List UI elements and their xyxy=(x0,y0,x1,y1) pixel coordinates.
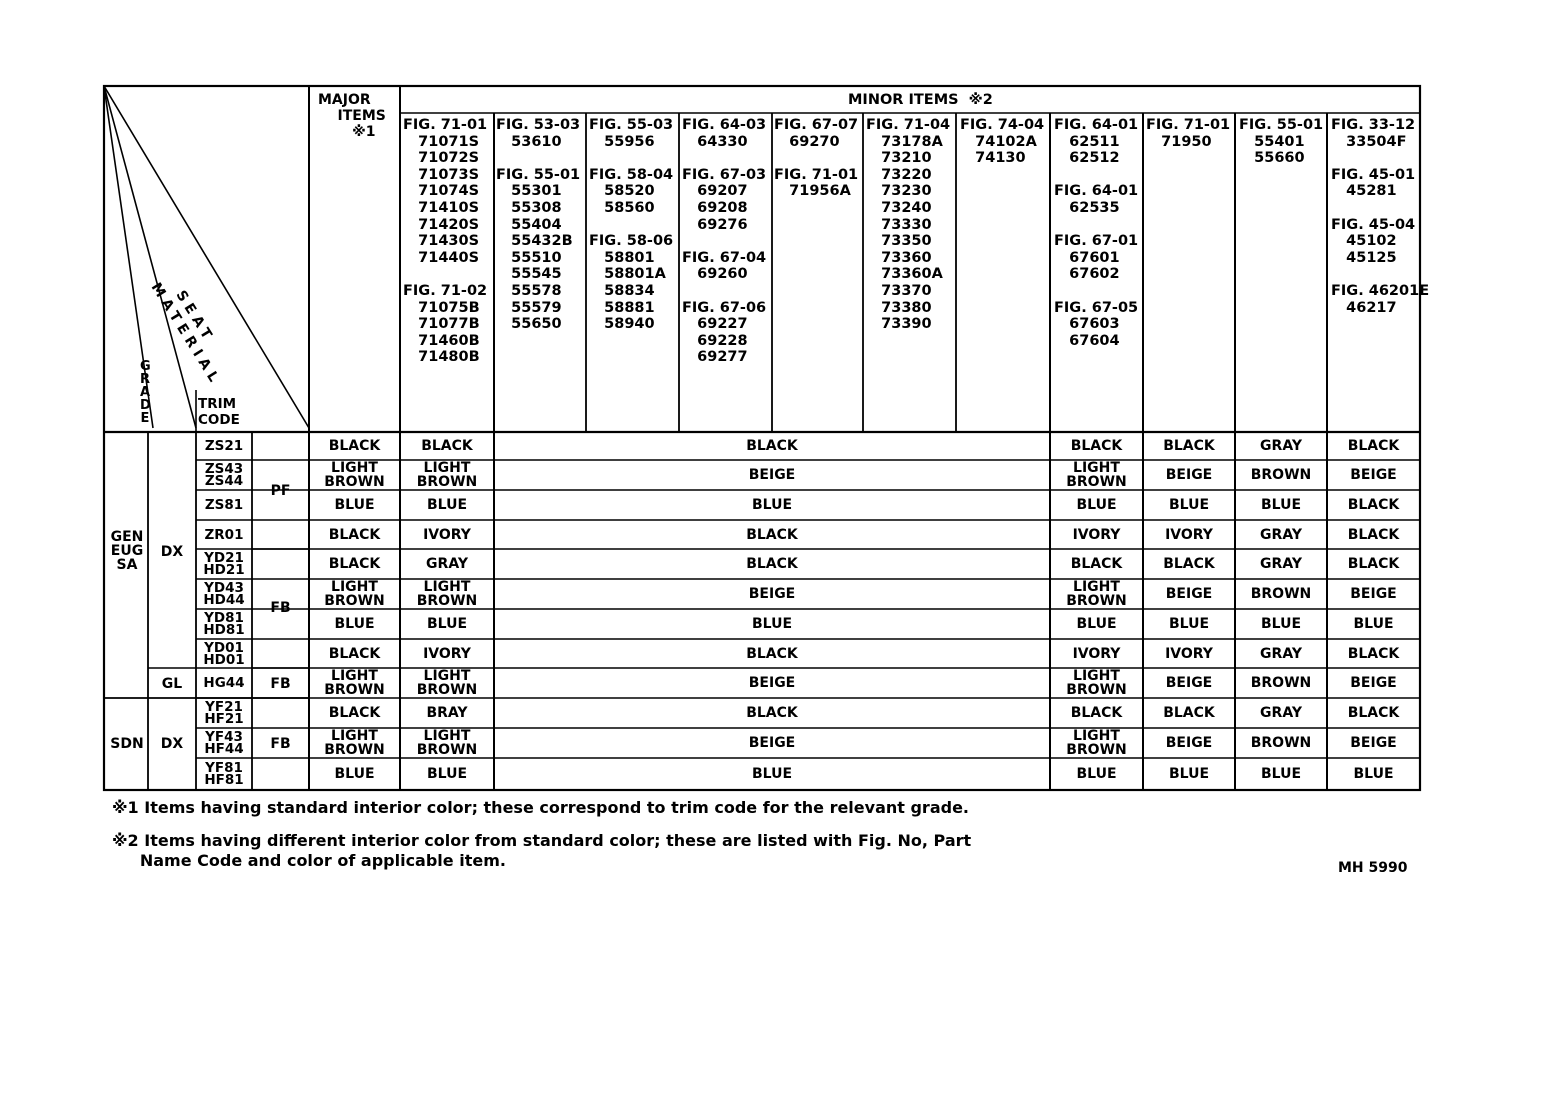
minor-column-8-parts: FIG. 64-01 62511 62512 FIG. 64-01 62535 FIG. 67-01 67601 67602 FIG. 67-05 67603 67604 xyxy=(1054,117,1139,349)
fig-64-01-color: BLACK xyxy=(1070,438,1123,454)
minor-span-color: BEIGE xyxy=(748,467,796,483)
minor-column-1-parts: FIG. 71-01 71071S 71072S 71073S 71074S 71410S 71420S 71430S 71440S FIG. 71-02 71075B 71077B 71460B 71480B xyxy=(403,117,488,366)
fig-55-01-color: GRAY xyxy=(1260,705,1302,721)
fig-64-01-color: BLACK xyxy=(1070,705,1123,721)
sub-grade-dx-2: DX xyxy=(160,736,184,752)
fig-71-01b-color: BLACK xyxy=(1163,556,1215,572)
fig-33-12-color: BEIGE xyxy=(1350,735,1397,751)
minor-column-4-parts: FIG. 64-03 64330 FIG. 67-03 69207 69208 69276 FIG. 67-04 69260 FIG. 67-06 69227 69228 69277 xyxy=(682,117,767,366)
fig-71-01-color: BLUE xyxy=(426,766,468,782)
minor-span-color: BLUE xyxy=(751,766,793,782)
fig-55-01-color: BROWN xyxy=(1250,586,1312,602)
minor-column-7-parts: FIG. 74-04 74102A 74130 xyxy=(960,117,1045,167)
fig-64-01-color: LIGHT BROWN xyxy=(1066,460,1127,490)
fig-64-01-color: IVORY xyxy=(1072,645,1121,662)
minor-column-9-parts: FIG. 71-01 71950 xyxy=(1146,117,1231,150)
minor-column-5-parts: FIG. 67-07 69270 FIG. 71-01 71956A xyxy=(774,117,859,200)
trim-code: YD43 HD44 xyxy=(203,580,245,608)
major-color: BLACK xyxy=(328,705,381,721)
fig-71-01-color: BLUE xyxy=(426,616,468,632)
fig-71-01b-color: BLUE xyxy=(1168,497,1210,513)
minor-column-2-parts: FIG. 53-03 53610 FIG. 55-01 55301 55308 55404 55432B 55510 55545 55578 55579 55650 xyxy=(496,117,581,333)
trim-code: YF21 HF21 xyxy=(204,699,244,727)
grade-header-text: GRADE xyxy=(140,359,151,426)
fig-33-12-color: BLACK xyxy=(1347,705,1400,721)
fig-64-01-color: LIGHT BROWN xyxy=(1066,579,1127,609)
fig-71-01b-color: BEIGE xyxy=(1165,675,1213,691)
fig-33-12-color: BLUE xyxy=(1353,616,1394,632)
minor-span-color: BLACK xyxy=(746,556,798,572)
trim-code: ZS81 xyxy=(204,497,244,513)
major-color: LIGHT BROWN xyxy=(324,460,385,490)
trim-code: YD01 HD01 xyxy=(203,639,245,668)
grade-header xyxy=(137,360,153,425)
minor-span-color: BLACK xyxy=(746,526,798,543)
minor-span-color: BLUE xyxy=(751,497,793,513)
fig-71-01-color: LIGHT BROWN xyxy=(416,728,478,758)
minor-span-color: BLACK xyxy=(746,645,798,662)
trim-code: HG44 xyxy=(203,675,245,691)
fig-71-01-color: BLACK xyxy=(421,438,473,454)
major-color: BLUE xyxy=(334,616,375,632)
fig-55-01-color: GRAY xyxy=(1260,645,1302,662)
material-pf: PF xyxy=(270,483,291,499)
fig-33-12-color: BLACK xyxy=(1347,645,1400,662)
major-color: BLACK xyxy=(328,556,381,572)
fig-64-01-color: LIGHT BROWN xyxy=(1066,728,1127,758)
fig-33-12-color: BEIGE xyxy=(1350,586,1397,602)
material-fb-1: FB xyxy=(270,600,291,616)
trim-code: ZS43 ZS44 xyxy=(204,461,244,489)
major-color: BLACK xyxy=(328,438,381,454)
fig-33-12-color: BLACK xyxy=(1347,526,1400,543)
fig-71-01b-color: BEIGE xyxy=(1165,467,1213,483)
fig-64-01-color: LIGHT BROWN xyxy=(1066,668,1127,698)
trim-code: YD21 HD21 xyxy=(203,550,245,578)
fig-33-12-color: BLACK xyxy=(1347,556,1400,572)
fig-71-01b-color: BEIGE xyxy=(1165,735,1213,751)
trim-code: ZS21 xyxy=(204,438,244,454)
trim-code: ZR01 xyxy=(204,526,244,543)
seat-material-text: SEAT MATERIAL xyxy=(147,280,224,390)
material-fb-2: FB xyxy=(270,676,291,692)
trim-code: YF81 HF81 xyxy=(204,760,244,788)
fig-55-01-color: GRAY xyxy=(1260,526,1302,543)
diagram-code: MH 5990 xyxy=(1338,860,1408,876)
fig-71-01b-color: BEIGE xyxy=(1165,586,1213,602)
fig-71-01-color: GRAY xyxy=(426,556,468,572)
fig-55-01-color: GRAY xyxy=(1260,438,1302,454)
major-color: BLUE xyxy=(334,497,375,513)
fig-64-01-color: IVORY xyxy=(1072,526,1121,543)
fig-55-01-color: BLUE xyxy=(1260,497,1302,513)
major-color: BLACK xyxy=(328,526,381,543)
fig-55-01-color: BROWN xyxy=(1250,675,1312,691)
minor-span-color: BEIGE xyxy=(748,735,796,751)
sub-grade-dx-1: DX xyxy=(160,544,184,560)
trim-code: YD81 HD81 xyxy=(203,610,245,638)
fig-33-12-color: BLACK xyxy=(1347,438,1400,454)
fig-55-01-color: BLUE xyxy=(1260,616,1302,632)
major-items-header: MAJOR ITEMS ※1 xyxy=(318,92,386,140)
trim-code: YF43 HF44 xyxy=(204,729,244,757)
minor-column-3-parts: FIG. 55-03 55956 FIG. 58-04 58520 58560 FIG. 58-06 58801 58801A 58834 58881 58940 xyxy=(589,117,674,333)
minor-span-color: BLUE xyxy=(751,616,793,632)
fig-33-12-color: BLACK xyxy=(1347,497,1400,513)
note-1: ※1 Items having standard interior color; these correspond to trim code for the relevant grade. xyxy=(112,798,969,817)
major-color: LIGHT BROWN xyxy=(324,579,385,609)
fig-71-01-color: BRAY xyxy=(426,705,468,721)
minor-items-header: MINOR ITEMS ※2 xyxy=(848,92,993,108)
fig-71-01-color: BLUE xyxy=(426,497,468,513)
fig-71-01-color: LIGHT BROWN xyxy=(416,579,478,609)
fig-55-01-color: GRAY xyxy=(1260,556,1302,572)
minor-span-color: BEIGE xyxy=(748,675,796,691)
fig-33-12-color: BEIGE xyxy=(1350,675,1397,691)
fig-55-01-color: BLUE xyxy=(1260,766,1302,782)
trim-code-header: TRIM CODE xyxy=(198,396,240,428)
major-color: LIGHT BROWN xyxy=(324,728,385,758)
fig-55-01-color: BROWN xyxy=(1250,735,1312,751)
fig-64-01-color: BLUE xyxy=(1076,497,1117,513)
fig-71-01-color: LIGHT BROWN xyxy=(416,668,478,698)
fig-71-01-color: LIGHT BROWN xyxy=(416,460,478,490)
fig-71-01b-color: BLACK xyxy=(1163,438,1215,454)
fig-71-01b-color: IVORY xyxy=(1165,645,1213,662)
minor-column-10-parts: FIG. 55-01 55401 55660 xyxy=(1239,117,1324,167)
minor-span-color: BLACK xyxy=(746,705,798,721)
grade-sdn: SDN xyxy=(110,736,144,752)
fig-71-01b-color: BLUE xyxy=(1168,616,1210,632)
major-color: BLACK xyxy=(328,645,381,662)
fig-64-01-color: BLACK xyxy=(1070,556,1123,572)
fig-33-12-color: BEIGE xyxy=(1350,467,1397,483)
fig-55-01-color: BROWN xyxy=(1250,467,1312,483)
sub-grade-gl: GL xyxy=(161,676,183,692)
minor-column-6-parts: FIG. 71-04 73178A 73210 73220 73230 73240 73330 73350 73360 73360A 73370 73380 73390 xyxy=(866,117,951,333)
grade-gen-eug-sa: GEN EUG SA xyxy=(110,529,144,573)
fig-64-01-color: BLUE xyxy=(1076,766,1117,782)
major-color: LIGHT BROWN xyxy=(324,668,385,698)
material-fb-3: FB xyxy=(270,736,291,752)
fig-71-01-color: IVORY xyxy=(423,526,471,543)
fig-71-01b-color: IVORY xyxy=(1165,526,1213,543)
minor-span-color: BEIGE xyxy=(748,586,796,602)
minor-column-11-parts: FIG. 33-12 33504F FIG. 45-01 45281 FIG. 45-04 45102 45125 FIG. 46201E 46217 xyxy=(1331,117,1430,316)
fig-71-01-color: IVORY xyxy=(423,645,471,662)
fig-64-01-color: BLUE xyxy=(1076,616,1117,632)
minor-span-color: BLACK xyxy=(746,438,798,454)
note-2: ※2 Items having different interior color from standard color; these are listed with Fig. No, Part Name Code and color of applicable item. xyxy=(112,831,972,870)
major-color: BLUE xyxy=(334,766,375,782)
fig-33-12-color: BLUE xyxy=(1353,766,1394,782)
fig-71-01b-color: BLACK xyxy=(1163,705,1215,721)
fig-71-01b-color: BLUE xyxy=(1168,766,1210,782)
